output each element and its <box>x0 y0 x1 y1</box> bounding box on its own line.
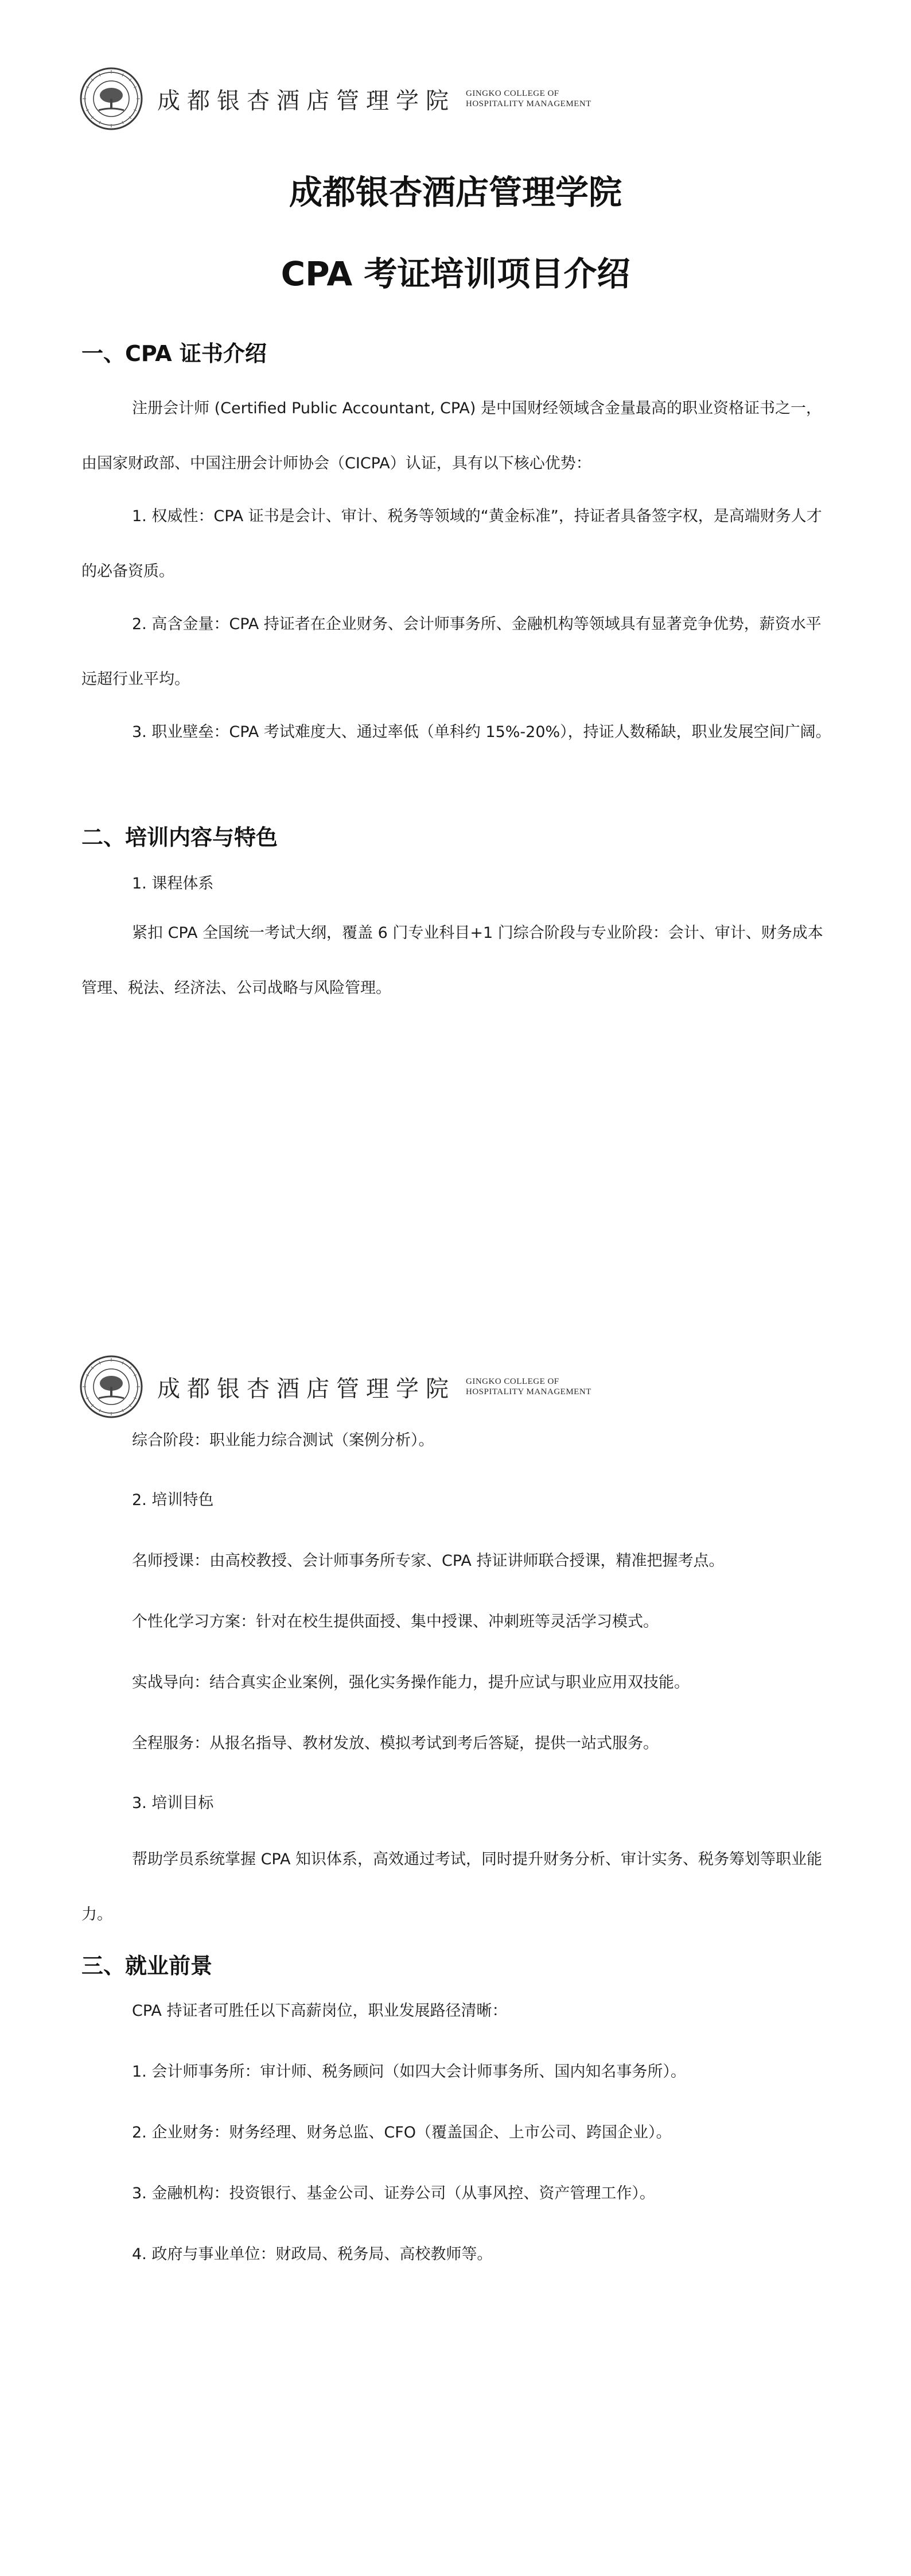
college-seal-icon <box>79 1355 143 1419</box>
curriculum-paragraph: 紧扣 CPA 全国统一考试大纲，覆盖 6 门专业科目+1 门综合阶段与专业阶段：会计、审计、财务成本管理、税法、经济法、公司战略与风险管理。 <box>81 924 823 997</box>
school-name-en-line1: GINGKO COLLEGE OF <box>466 89 559 98</box>
comprehensive-stage: 综合阶段：职业能力综合测试（案例分析）。 <box>132 1431 434 1449</box>
section-heading-training: 二、培训内容与特色 <box>81 825 278 850</box>
job-financial-institution: 3. 金融机构：投资银行、基金公司、证券公司（从事风控、资产管理工作）。 <box>132 2185 655 2202</box>
letterhead <box>79 1352 591 1421</box>
section-heading-cpa-intro: 一、CPA 证书介绍 <box>81 341 267 366</box>
training-subheading-features: 2. 培训特色 <box>132 1491 214 1509</box>
cpa-intro-paragraph: 注册会计师 (Certified Public Accountant, CPA) 是中国财经领域含金量最高的职业资格证书之一，由国家财政部、中国注册会计师协会（CICPA）认证，具有以下核心优势： <box>81 399 822 472</box>
job-accounting-firm: 1. 会计师事务所：审计师、税务顾问（如四大会计师事务所、国内知名事务所）。 <box>132 2063 686 2081</box>
school-name-cn: 成都银杏酒店管理学院 <box>157 87 456 114</box>
school-name-en-line2: HOSPITALITY MANAGEMENT <box>466 99 591 108</box>
feature-personalized: 个性化学习方案：针对在校生提供面授、集中授课、冲刺班等灵活学习模式。 <box>132 1613 659 1631</box>
letterhead <box>79 64 591 133</box>
cpa-advantage-value: 2. 高含金量：CPA 持证者在企业财务、会计师事务所、金融机构等领域具有显著竞争优势，薪资水平远超行业平均。 <box>81 615 822 688</box>
document-page-2 <box>0 1288 911 2576</box>
document-subtitle: CPA 考证培训项目介绍 <box>281 254 630 293</box>
school-name-cn: 成都银杏酒店管理学院 <box>157 1375 456 1402</box>
feature-full-service: 全程服务：从报名指导、教材发放、模拟考试到考后答疑，提供一站式服务。 <box>132 1735 659 1752</box>
training-subheading-curriculum: 1. 课程体系 <box>132 875 214 893</box>
feature-teachers: 名师授课：由高校教授、会计师事务所专家、CPA 持证讲师联合授课，精准把握考点。 <box>132 1552 725 1570</box>
cpa-advantage-barrier: 3. 职业壁垒：CPA 考试难度大、通过率低（单科约 15%-20%），持证人数稀缺，职业发展空间广阔。 <box>132 723 831 741</box>
employment-intro: CPA 持证者可胜任以下高薪岗位，职业发展路径清晰： <box>132 2002 508 2020</box>
feature-practical: 实战导向：结合真实企业案例，强化实务操作能力，提升应试与职业应用双技能。 <box>132 1674 690 1692</box>
training-goal-paragraph: 帮助学员系统掌握 CPA 知识体系，高效通过考试，同时提升财务分析、审计实务、税务筹划等职业能力。 <box>81 1850 823 1923</box>
school-name-en <box>466 88 591 109</box>
college-seal-icon <box>79 67 143 131</box>
school-name-en-line1: GINGKO COLLEGE OF <box>466 1377 559 1386</box>
job-government: 4. 政府与事业单位：财政局、税务局、高校教师等。 <box>132 2245 493 2263</box>
job-corporate-finance: 2. 企业财务：财务经理、财务总监、CFO（覆盖国企、上市公司、跨国企业）。 <box>132 2124 672 2142</box>
document-title: 成都银杏酒店管理学院 <box>289 173 622 212</box>
school-name-en <box>466 1376 591 1397</box>
section-heading-employment: 三、就业前景 <box>81 1953 213 1978</box>
training-subheading-goals: 3. 培训目标 <box>132 1794 214 1812</box>
cpa-advantage-authority: 1. 权威性：CPA 证书是会计、审计、税务等领域的“黄金标准”，持证者具备签字权，是高端财务人才的必备资质。 <box>81 507 822 580</box>
school-name-en-line2: HOSPITALITY MANAGEMENT <box>466 1387 591 1396</box>
